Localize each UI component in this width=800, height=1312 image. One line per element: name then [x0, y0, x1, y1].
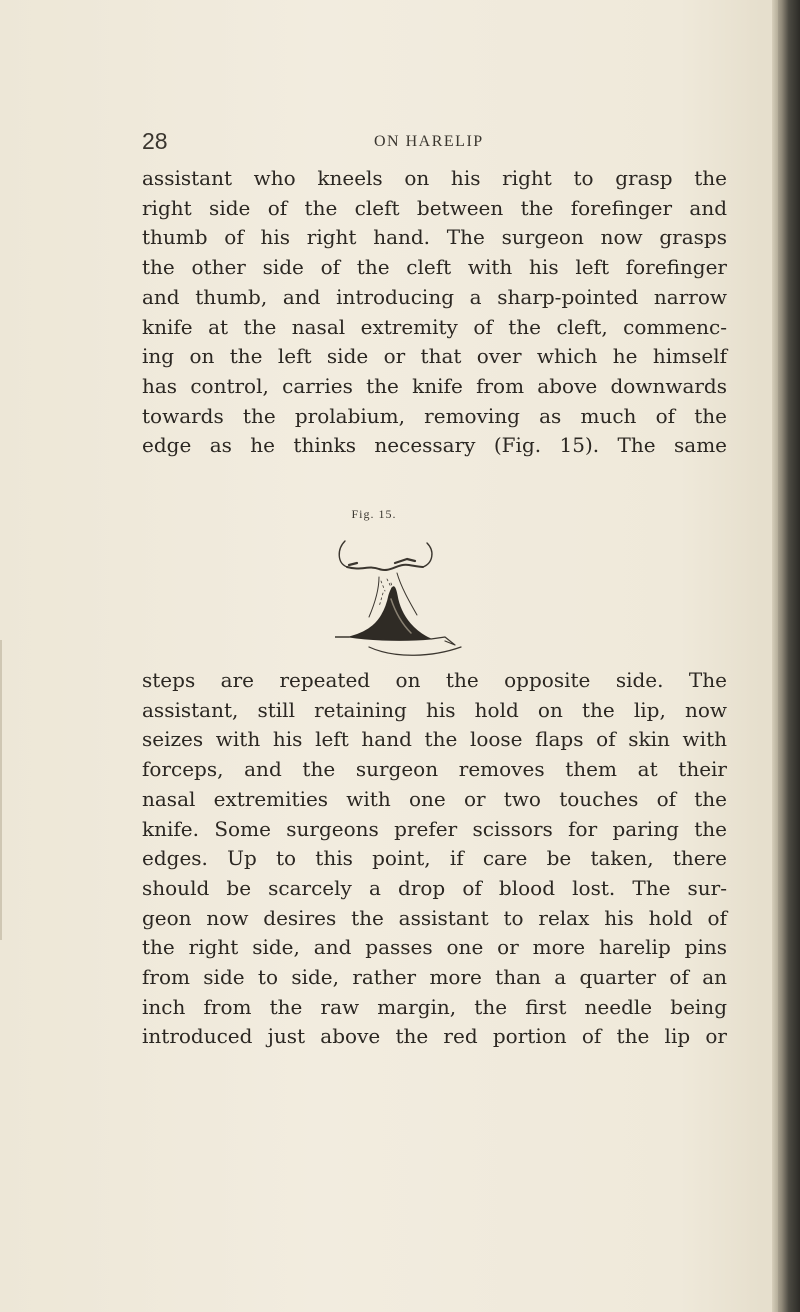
text-line: has control, carries the knife from above downwards — [142, 373, 727, 398]
text-line: thumb of his right hand. The surgeon now grasps — [142, 225, 727, 250]
running-head: ON HARELIP — [374, 133, 484, 150]
lower-lip-curve — [369, 647, 461, 655]
text-line: steps are repeated on the opposite side. The — [142, 668, 727, 692]
text-line: inch from the raw margin, the first needle being — [142, 994, 727, 1019]
text-line: towards the prolabium, removing as much of the — [142, 403, 727, 428]
page-number: 28 — [142, 128, 168, 154]
text-line: assistant who kneels on his right to grasp the — [142, 166, 727, 190]
book-spine-edge — [772, 0, 800, 1312]
text-line: geon now desires the assistant to relax his hold of — [142, 905, 727, 930]
text-line: from side to side, rather more than a quarter of an — [142, 965, 727, 990]
text-line: knife. Some surgeons prefer scissors for paring the — [142, 816, 727, 841]
text-line: introduced just above the red portion of the lip or — [142, 1024, 727, 1049]
left-nostril-outline — [339, 541, 347, 567]
nasal-base-line — [347, 565, 423, 570]
page-header — [142, 128, 722, 158]
cleft-left-edge — [369, 577, 379, 617]
harelip-illustration — [335, 529, 525, 659]
text-line: knife at the nasal extremity of the cleft, commenc- — [142, 314, 727, 339]
text-line: seizes with his left hand the loose flaps of skin with — [142, 727, 727, 752]
paragraph-1 — [142, 164, 727, 461]
text-line: right side of the cleft between the forefinger and — [142, 195, 727, 220]
text-line: ing on the left side or that over which he himself — [142, 344, 727, 369]
paragraph-2 — [142, 666, 727, 1052]
figure-caption: Fig. 15. — [351, 507, 397, 521]
text-line: and thumb, and introducing a sharp-pointed narrow — [142, 284, 727, 309]
right-nostril-outline — [423, 543, 432, 567]
figure-15 — [335, 507, 525, 667]
prolabium-flap — [349, 587, 431, 641]
text-line: nasal extremities with one or two touches of the — [142, 786, 727, 811]
text-line: edge as he thinks necessary (Fig. 15). The same — [142, 433, 727, 458]
lower-lip-line — [431, 637, 455, 645]
text-line: forceps, and the surgeon removes them at their — [142, 757, 727, 782]
text-line: should be scarcely a drop of blood lost. The sur- — [142, 875, 727, 900]
text-line: edges. Up to this point, if care be taken, there — [142, 846, 727, 871]
page-edge-shadow — [0, 640, 2, 940]
text-line: assistant, still retaining his hold on the lip, now — [142, 697, 727, 722]
text-line: the right side, and passes one or more harelip pins — [142, 935, 727, 960]
text-line: the other side of the cleft with his left forefinger — [142, 255, 727, 280]
